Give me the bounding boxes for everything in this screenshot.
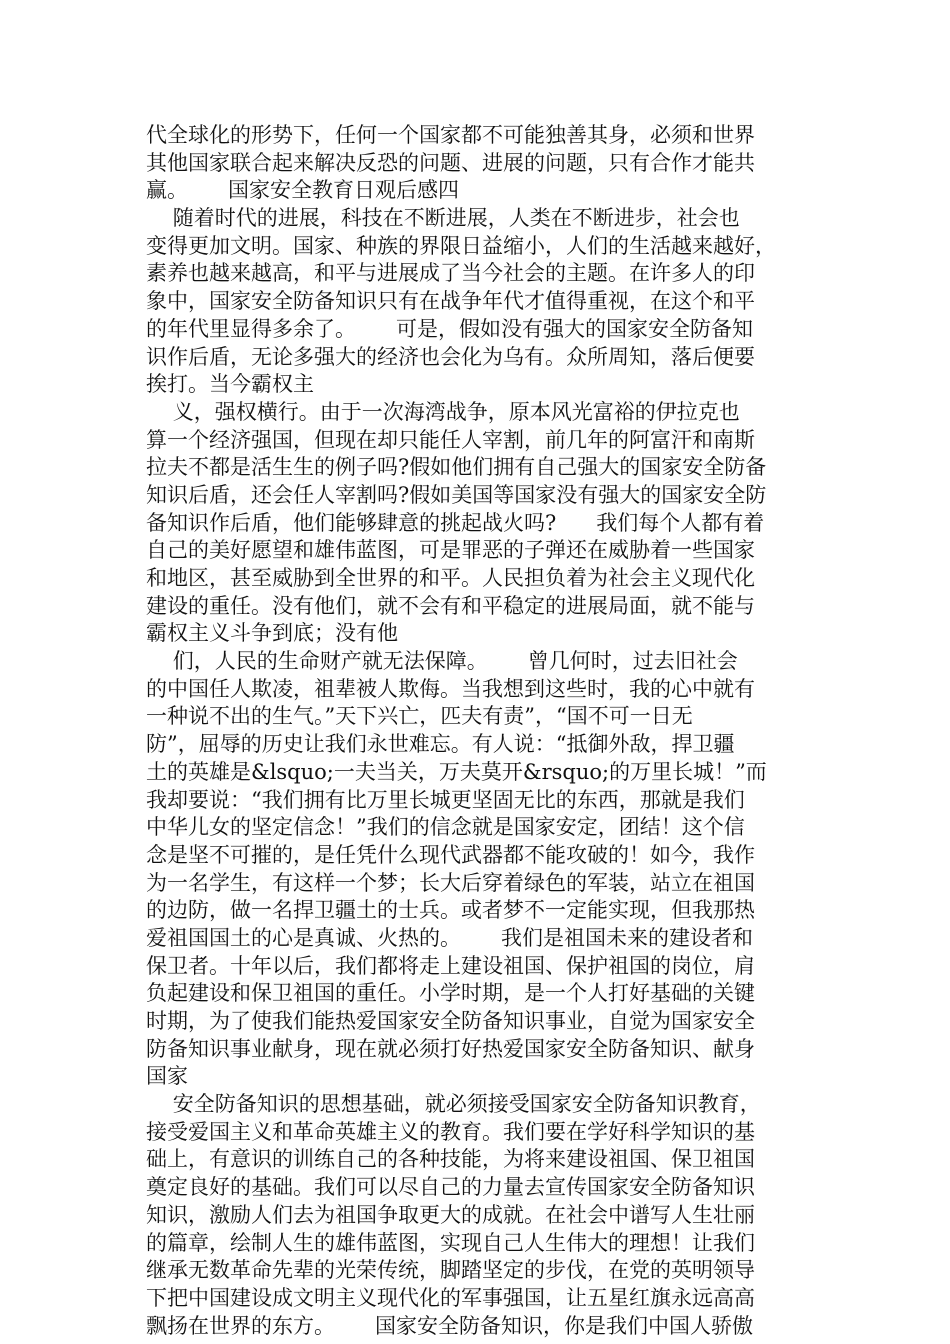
text-line: 念是坚不可摧的，是任凭什么现代武器都不能攻破的！如今，我作: [146, 842, 755, 867]
text-line: 安全防备知识的思想基础，就必须接受国家安全防备知识教育，: [146, 1092, 761, 1117]
text-line: 建设的重任。没有他们，就不会有和平稳定的进展局面，就不能与: [146, 593, 755, 618]
text-line: 为一名学生，有这样一个梦；长大后穿着绿色的军装，站立在祖国: [146, 870, 755, 895]
text-line: 拉夫不都是活生生的例子吗?假如他们拥有自己强大的国家安全防备: [146, 455, 767, 480]
text-line: 土的英雄是&lsquo;一夫当关，万夫莫开&rsquo;的万里长城！”而: [146, 759, 767, 784]
text-line: 知识后盾，还会任人宰割吗?假如美国等国家没有强大的国家安全防: [146, 482, 767, 507]
text-line: 赢。 国家安全教育日观后感四: [146, 178, 460, 203]
text-line: 防备知识事业献身，现在就必须打好热爱国家安全防备知识、献身: [146, 1036, 755, 1061]
text-line: 础上，有意识的训练自己的各种技能，为将来建设祖国、保卫祖国: [146, 1147, 755, 1172]
text-line: 和地区，甚至威胁到全世界的和平。人民担负着为社会主义现代化: [146, 566, 755, 590]
text-line: 变得更加文明。国家、种族的界限日益缩小，人们的生活越来越好，: [146, 233, 776, 258]
text-line: 的中国任人欺凌，祖辈被人欺侮。当我想到这些时，我的心中就有: [146, 676, 755, 701]
text-line: 防”，屈辱的历史让我们永世难忘。有人说：“抵御外敌，捍卫疆: [146, 732, 735, 757]
text-line: 知识，激励人们去为祖国争取更大的成就。在社会中谱写人生壮丽: [146, 1202, 755, 1227]
text-line: 们，人民的生命财产就无法保障。 曾几何时，过去旧社会: [146, 649, 738, 674]
text-line: 保卫者。十年以后，我们都将走上建设祖国、保护祖国的岗位，肩: [146, 953, 755, 978]
text-line: 算一个经济强国，但现在却只能任人宰割，前几年的阿富汗和南斯: [146, 427, 755, 452]
text-line: 的边防，做一名捍卫疆土的士兵。或者梦不一定能实现，但我那热: [146, 898, 755, 923]
text-line: 一种说不出的生气。”天下兴亡，匹夫有责”，“国不可一日无: [146, 704, 693, 729]
text-line: 备知识作后盾，他们能够肆意的挑起战火吗? 我们每个人都有着: [146, 510, 765, 535]
text-line: 我却要说：“我们拥有比万里长城更坚固无比的东西，那就是我们: [146, 787, 745, 812]
text-line: 挨打。当今霸权主: [146, 372, 314, 397]
text-line: 其他国家联合起来解决反恐的问题、进展的问题，只有合作才能共: [146, 150, 755, 175]
text-line: 爱祖国国土的心是真诚、火热的。 我们是祖国未来的建设者和: [146, 925, 754, 950]
text-line: 自己的美好愿望和雄伟蓝图，可是罪恶的子弹还在威胁着一些国家: [146, 538, 755, 563]
body-text: [146, 122, 826, 1340]
text-line: 国家: [146, 1064, 188, 1089]
text-line: 识作后盾，无论多强大的经济也会化为乌有。众所周知，落后便要: [146, 344, 755, 369]
text-line: 的篇章，绘制人生的雄伟蓝图，实现自己人生伟大的理想！让我们: [146, 1230, 755, 1255]
text-line: 随着时代的进展，科技在不断进展，人类在不断进步，社会也: [146, 206, 740, 231]
text-line: 的年代里显得多余了。 可是，假如没有强大的国家安全防备知: [146, 316, 754, 341]
text-line: 下把中国建设成文明主义现代化的军事强国，让五星红旗永远高高: [146, 1285, 755, 1310]
text-line: 代全球化的形势下，任何一个国家都不可能独善其身，必须和世界: [146, 123, 755, 147]
text-line: 奠定良好的基础。我们可以尽自己的力量去宣传国家安全防备知识: [146, 1175, 755, 1200]
text-line: 中华儿女的坚定信念！”我们的信念就是国家安定，团结！这个信: [146, 815, 745, 840]
text-line: 接受爱国主义和革命英雄主义的教育。我们要在学好科学知识的基: [146, 1119, 755, 1144]
text-line: 义，强权横行。由于一次海湾战争，原本风光富裕的伊拉克也: [146, 399, 740, 424]
text-line: 负起建设和保卫祖国的重任。小学时期，是一个人打好基础的关键: [146, 981, 755, 1006]
text-line: 霸权主义斗争到底；没有他: [146, 621, 398, 646]
text-line: 飘扬在世界的东方。 国家安全防备知识，你是我们中国人骄傲: [146, 1313, 754, 1338]
text-line: 时期，为了使我们能热爱国家安全防备知识事业，自觉为国家安全: [146, 1009, 755, 1033]
text-line: 象中，国家安全防备知识只有在战争年代才值得重视，在这个和平: [146, 289, 755, 314]
text-line: 继承无数革命先辈的光荣传统，脚踏坚定的步伐，在党的英明领导: [146, 1258, 755, 1283]
text-line: 素养也越来越高，和平与进展成了当今社会的主题。在许多人的印: [146, 261, 755, 286]
